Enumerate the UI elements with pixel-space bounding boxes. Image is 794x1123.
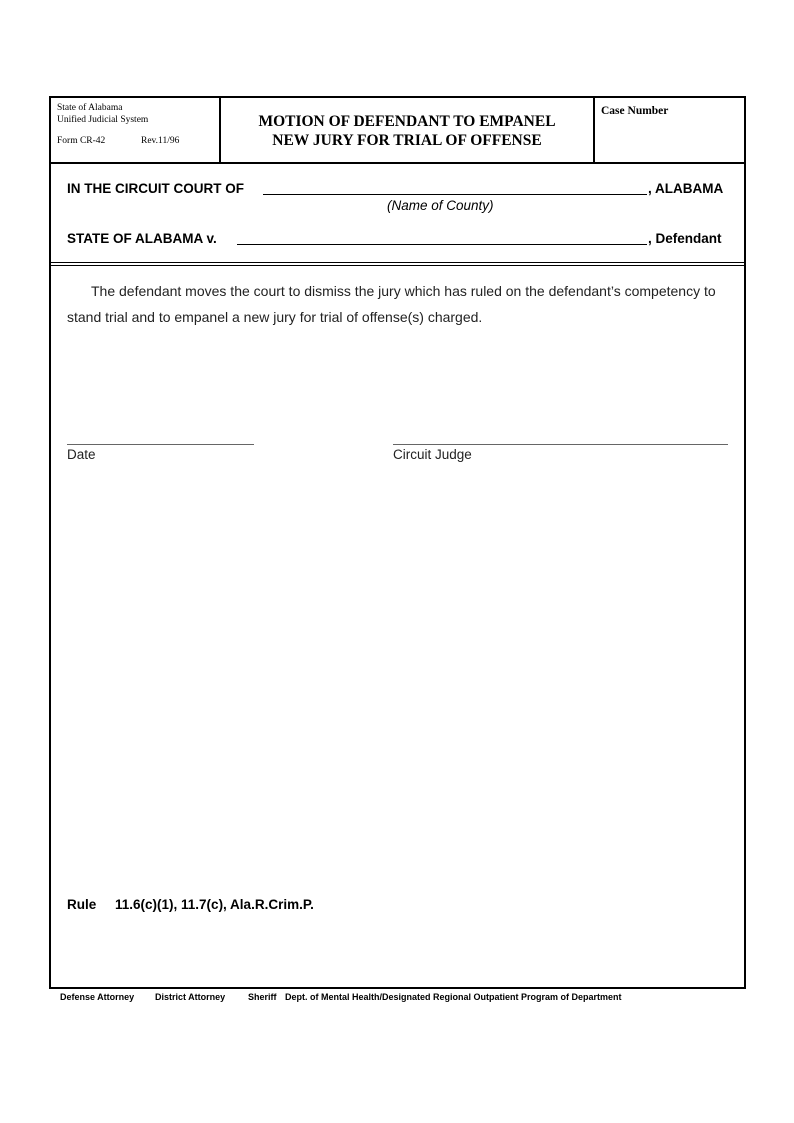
judge-label: Circuit Judge (393, 447, 472, 462)
rule-label: Rule (67, 897, 97, 912)
defendant-suffix: , Defendant (648, 231, 722, 246)
date-signature-line[interactable] (67, 444, 254, 445)
form-number: Form CR-42 (57, 136, 106, 146)
judge-signature-line[interactable] (393, 444, 728, 445)
defendant-name-field[interactable] (237, 244, 647, 245)
county-caption: (Name of County) (387, 198, 494, 213)
court-section (51, 162, 744, 262)
form-revision: Rev.11/96 (141, 136, 180, 146)
motion-text (67, 278, 737, 330)
distribution-mental-health: Dept. of Mental Health/Designated Regional Outpatient Program of Department (285, 992, 622, 1002)
form-title (221, 98, 595, 162)
motion-text-content: The defendant moves the court to dismiss the jury which has ruled on the defendant’s competency to stand trial and to empanel a new jury for trial of offense(s) charged. (67, 283, 716, 325)
rule-reference: 11.6(c)(1), 11.7(c), Ala.R.Crim.P. (115, 897, 314, 912)
rule-citation (67, 897, 314, 912)
distribution-defense-attorney: Defense Attorney (60, 992, 135, 1002)
org-line-2: Unified Judicial System (57, 115, 149, 125)
distribution-sheriff: Sheriff (248, 992, 277, 1002)
title-line-1: MOTION OF DEFENDANT TO EMPANEL (258, 113, 556, 130)
case-number-box[interactable] (595, 98, 744, 162)
org-line-1: State of Alabama (57, 103, 123, 113)
county-name-field[interactable] (263, 194, 647, 195)
case-number-label: Case Number (601, 105, 669, 117)
distribution-district-attorney: District Attorney (155, 992, 226, 1002)
versus-label: STATE OF ALABAMA v. (67, 231, 217, 246)
form-header (51, 98, 744, 164)
section-divider (51, 262, 744, 266)
state-suffix: , ALABAMA (648, 181, 724, 196)
title-line-2: NEW JURY FOR TRIAL OF OFFENSE (272, 132, 542, 149)
form-identifier-box (51, 98, 221, 162)
date-label: Date (67, 447, 96, 462)
court-label: IN THE CIRCUIT COURT OF (67, 181, 244, 196)
form-frame (49, 96, 746, 989)
